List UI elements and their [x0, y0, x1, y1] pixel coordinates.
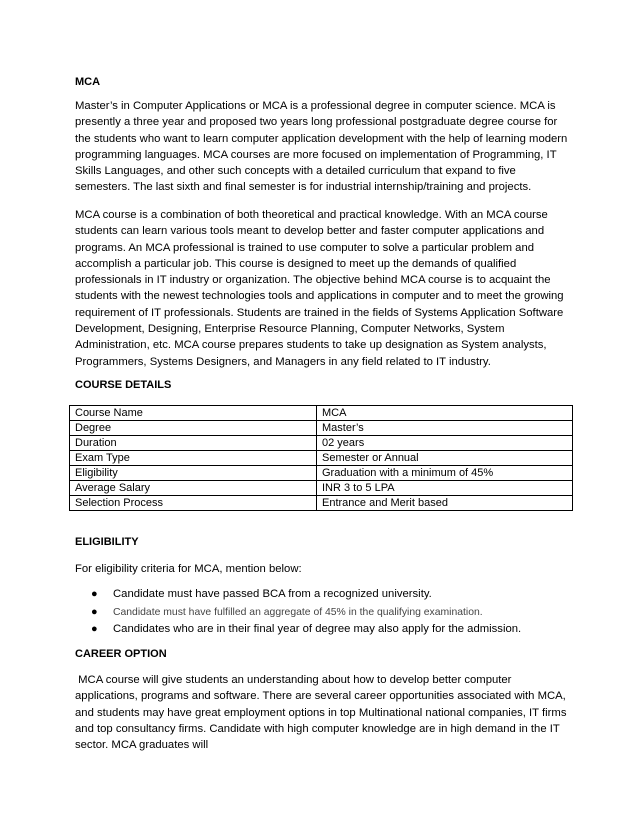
- table-row: [70, 421, 573, 436]
- table-cell-label: Degree: [70, 421, 317, 436]
- table-cell-value: Master’s: [317, 421, 573, 436]
- list-item-text: Candidate must have fulfilled an aggregate of 45% in the qualifying examination.: [113, 606, 483, 618]
- list-item: [87, 621, 557, 639]
- table-row: [70, 436, 573, 451]
- table-cell-value: INR 3 to 5 LPA: [317, 481, 573, 496]
- table-row: [70, 481, 573, 496]
- table-cell-label: Eligibility: [70, 466, 317, 481]
- course-details-table: [69, 405, 573, 511]
- table-row: [70, 451, 573, 466]
- course-details-heading: COURSE DETAILS: [75, 379, 172, 391]
- list-item: [87, 586, 557, 604]
- eligibility-list: [87, 586, 557, 639]
- table-cell-label: Average Salary: [70, 481, 317, 496]
- table-cell-value: Graduation with a minimum of 45%: [317, 466, 573, 481]
- career-option-heading: CAREER OPTION: [75, 648, 167, 660]
- career-paragraph: MCA course will give students an understanding about how to develop better computer applications, programs and software. There are several career opportunities associated with MCA, and students may have great employment options in top Multinational national companies, IT firms and top consultancy firms. Candidate with high computer knowledge are in high demand in the IT sector. MCA graduates will: [75, 674, 570, 752]
- table-row: [70, 496, 573, 511]
- table-row: [70, 406, 573, 421]
- intro-paragraph-1: Master’s in Computer Applications or MCA is a professional degree in computer science. MCA is presently a three year and proposed two years long professional postgraduate degree course for the students who want to learn computer application development with the help of learning modern programming languages. MCA courses are more focused on implementation of Programming, IT Skills Languages, and other such concepts with a detailed curriculum that expand to five semesters. The last sixth and final semester is for industrial internship/training and projects.: [75, 100, 568, 194]
- table-cell-value: 02 years: [317, 436, 573, 451]
- list-item-text: Candidate must have passed BCA from a recognized university.: [113, 588, 432, 600]
- eligibility-intro: For eligibility criteria for MCA, mention below:: [75, 563, 302, 575]
- table-cell-value: Entrance and Merit based: [317, 496, 573, 511]
- table-row: [70, 466, 573, 481]
- table-cell-label: Exam Type: [70, 451, 317, 466]
- table-cell-label: Selection Process: [70, 496, 317, 511]
- table-cell-value: MCA: [317, 406, 573, 421]
- table-cell-label: Course Name: [70, 406, 317, 421]
- bullet-icon: ●: [91, 605, 98, 618]
- list-item: [87, 604, 557, 622]
- eligibility-heading: ELIGIBILITY: [75, 536, 139, 548]
- table-cell-value: Semester or Annual: [317, 451, 573, 466]
- bullet-icon: ●: [91, 623, 98, 635]
- page-title: MCA: [75, 76, 101, 88]
- bullet-icon: ●: [91, 588, 98, 600]
- list-item-text: Candidates who are in their final year of degree may also apply for the admission.: [113, 623, 522, 635]
- table-cell-label: Duration: [70, 436, 317, 451]
- intro-paragraph-2: MCA course is a combination of both theoretical and practical knowledge. With an MCA course students can learn various tools meant to develop better and faster computer applications and programs. An MCA professional is trained to use computer to solve a particular problem and accomplish a particular job. This course is designed to meet up the demands of qualified professionals in IT industry or organization. The objective behind MCA course is to acquaint the students with the newest technologies tools and applications in computer and to meet the growing requirement of IT professionals. Students are trained in the fields of Systems Application Software Development, Designing, Enterprise Resource Planning, Computer Networks, System Administration, etc. MCA course prepares students to take up designation as System analysts, Programmers, Systems Designers, and Managers in any field related to IT industry.: [75, 209, 564, 368]
